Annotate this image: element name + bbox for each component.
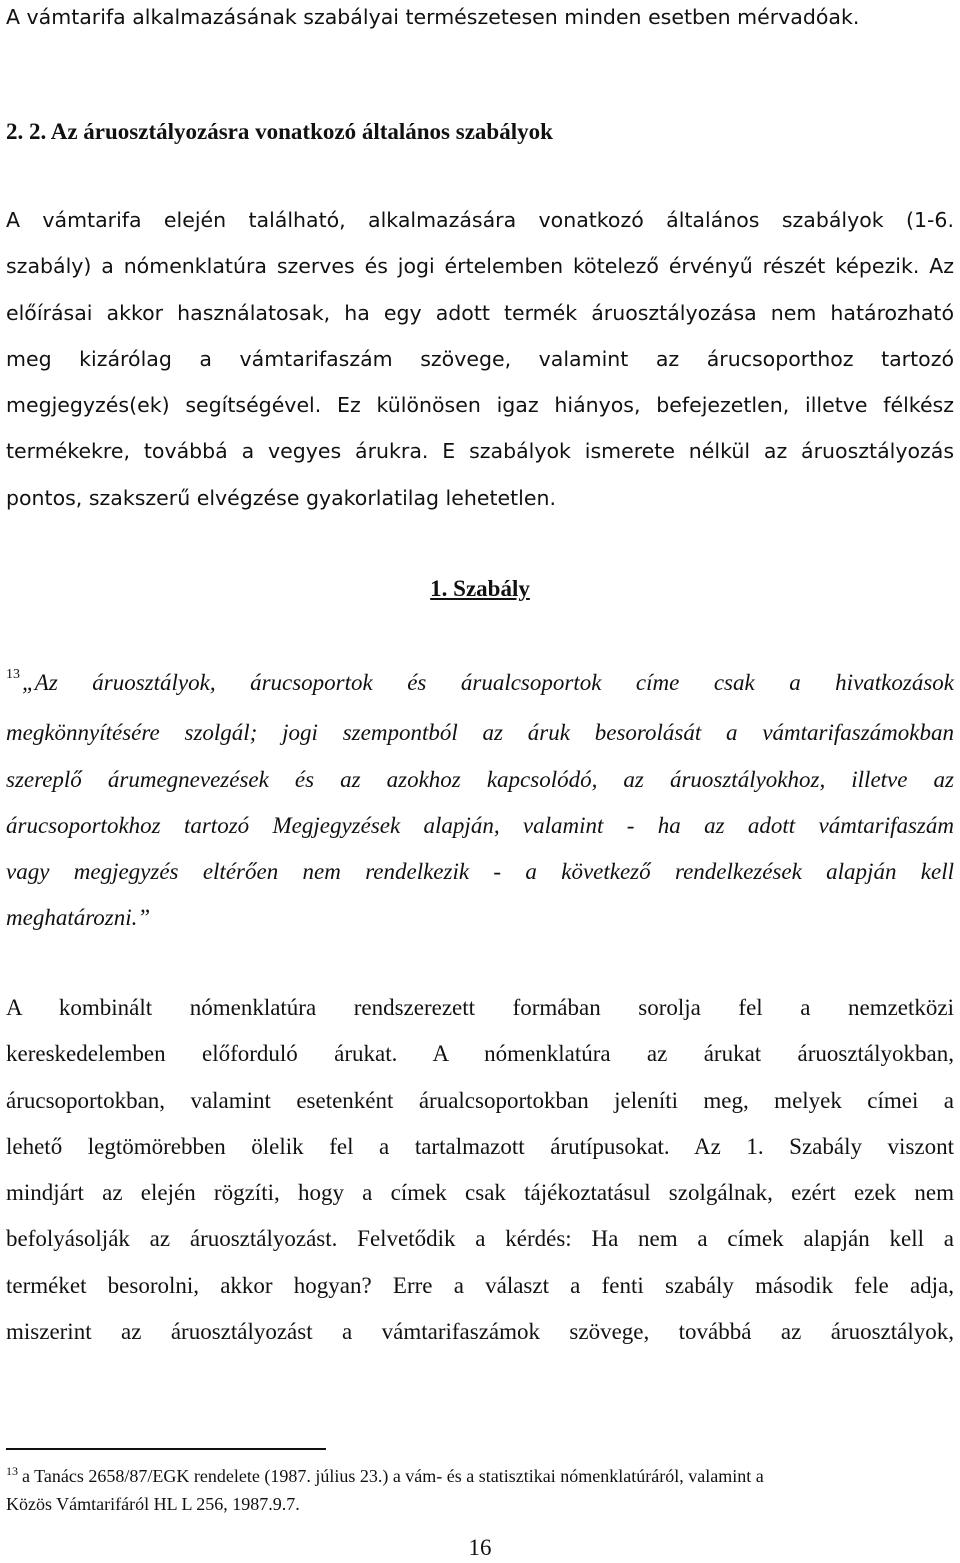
paragraph-line: A vámtarifa elején található, alkalmazására vonatkozó általános szabályok (1-6. bbox=[6, 208, 954, 232]
paragraph-line: árucsoportokban, valamint esetenként árualcsoportokban jeleníti meg, melyek címei a bbox=[6, 1087, 954, 1113]
footnote-line bbox=[6, 1463, 954, 1491]
paragraph-combined-nomenclature bbox=[6, 985, 954, 1355]
quote-line: megkönnyítésére szolgál; jogi szempontból az áruk besorolását a vámtarifaszámokban bbox=[6, 720, 954, 746]
paragraph-line: befolyásolják az áruosztályozást. Felvetődik a kérdés: Ha nem a címek alapján kell a bbox=[6, 1226, 954, 1252]
rule-heading: 1. Szabály bbox=[430, 576, 530, 601]
paragraph-general-rules bbox=[6, 197, 954, 521]
quote-line: árucsoportokhoz tartozó Megjegyzések alapján, valamint - ha az adott vámtarifaszám bbox=[6, 812, 954, 838]
paragraph-line: pontos, szakszerű elvégzése gyakorlatilag lehetetlen. bbox=[6, 485, 556, 510]
footnote bbox=[6, 1463, 954, 1517]
footnote-divider bbox=[6, 1448, 326, 1450]
footnote-line: Közös Vámtarifáról HL L 256, 1987.9.7. bbox=[6, 1494, 300, 1514]
paragraph-line: mindjárt az elején rögzíti, hogy a címek csak tájékoztatásul szolgálnak, ezért ezek nem bbox=[6, 1180, 954, 1206]
paragraph-line: A kombinált nómenklatúra rendszerezett formában sorolja fel a nemzetközi bbox=[6, 995, 954, 1020]
paragraph-line: lehető legtömörebben ölelik fel a tartalmazott árutípusokat. Az 1. Szabály viszont bbox=[6, 1133, 954, 1159]
section-heading: 2. 2. Az áruosztályozásra vonatkozó általános szabályok bbox=[6, 119, 553, 144]
quote-line: szereplő árumegnevezések és az azokhoz kapcsolódó, az áruosztályokhoz, illetve az bbox=[6, 766, 954, 792]
quote-line: meghatározni.” bbox=[6, 905, 151, 931]
quote-line-text: „Az áruosztályok, árucsoportok és árualcsoportok címe csak a hivatkozások bbox=[22, 670, 954, 695]
footnote-number: 13 bbox=[6, 1464, 18, 1478]
paragraph-line: miszerint az áruosztályozást a vámtarifaszámok szövege, továbbá az áruosztályok, bbox=[6, 1319, 954, 1345]
intro-sentence: A vámtarifa alkalmazásának szabályai természetesen minden esetben mérvadóak. bbox=[6, 5, 860, 29]
page-number: 16 bbox=[468, 1535, 492, 1560]
footnote-text: a Tanács 2658/87/EGK rendelete (1987. július 23.) a vám- és a statisztikai nómenklatúráról, valamint a bbox=[22, 1466, 764, 1486]
paragraph-line: termékekre, továbbá a vegyes árukra. E szabályok ismerete nélkül az áruosztályozás bbox=[6, 439, 954, 464]
paragraph-line: megjegyzés(ek) segítségével. Ez különösen igaz hiányos, befejezetlen, illetve félkész bbox=[6, 393, 954, 418]
quote-line: vagy megjegyzés eltérően nem rendelkezik - a következő rendelkezések alapján kell bbox=[6, 859, 954, 885]
paragraph-line: szabály) a nómenklatúra szerves és jogi értelemben kötelező érvényű részét képezik. Az bbox=[6, 254, 954, 279]
paragraph-line: előírásai akkor használatosak, ha egy adott termék áruosztályozása nem határozható bbox=[6, 300, 954, 325]
paragraph-line: kereskedelemben előforduló árukat. A nómenklatúra az árukat áruosztályokban, bbox=[6, 1041, 954, 1067]
rule-quote bbox=[6, 660, 954, 942]
paragraph-line: meg kizárólag a vámtarifaszám szövege, valamint az árucsoporthoz tartozó bbox=[6, 346, 954, 371]
footnote-reference: 13 bbox=[6, 667, 20, 682]
paragraph-line: terméket besorolni, akkor hogyan? Erre a választ a fenti szabály második fele adja, bbox=[6, 1272, 954, 1298]
quote-line bbox=[6, 660, 954, 710]
